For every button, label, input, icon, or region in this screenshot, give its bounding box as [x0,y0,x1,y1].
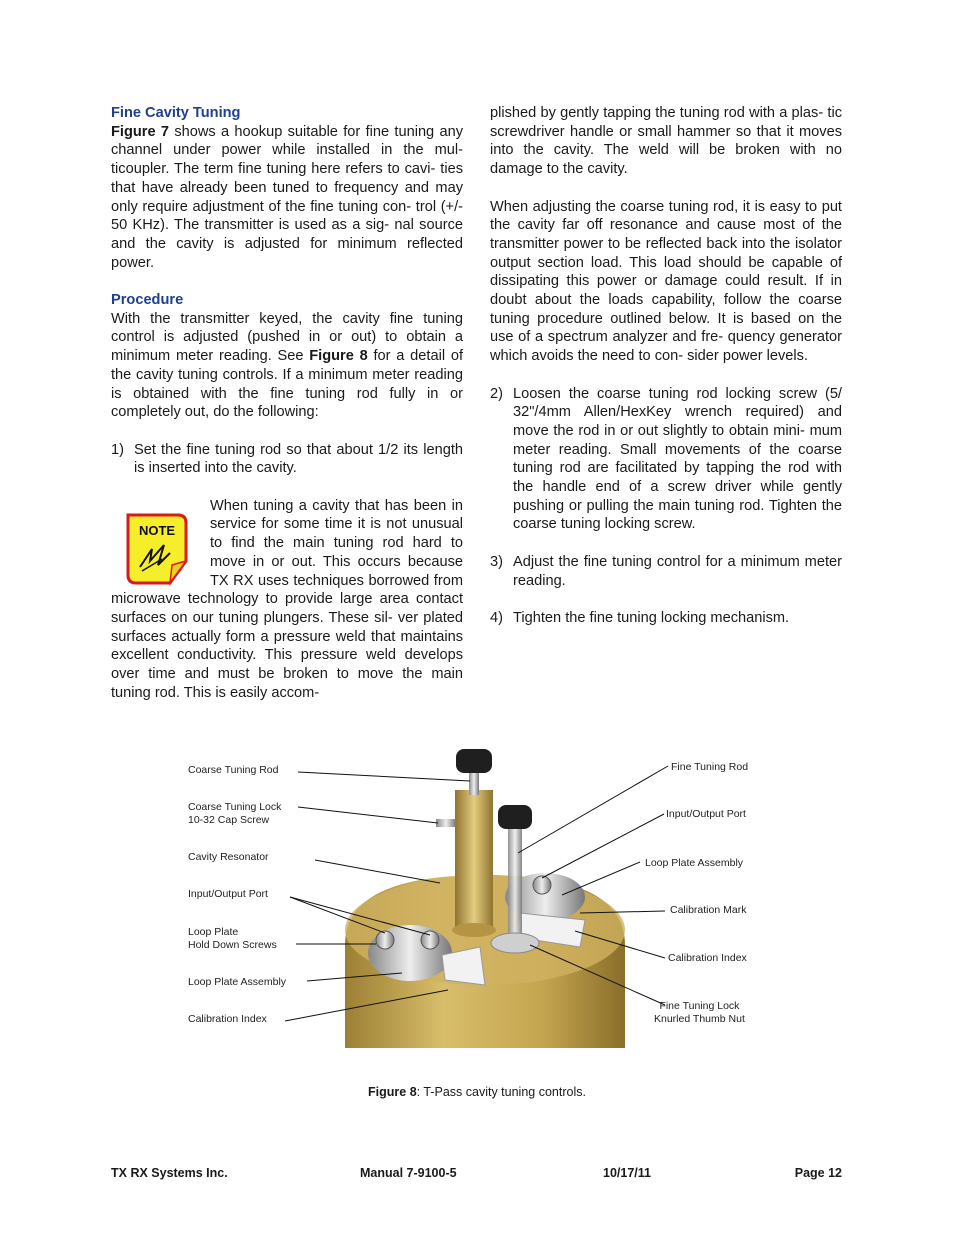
figure-8-cavity-photo [180,735,780,1055]
coarse-tube-base [452,923,496,937]
paragraph-weld-break: plished by gently tapping the tuning rod with a plas- tic screwdriver handle or small hammer so that it moves into the cavity. The weld will be broken with no damage to the cavity. [490,105,842,178]
callout-coarse-tuning-rod: Coarse Tuning Rod [188,764,279,776]
callout-calibration-mark: Calibration Mark [670,904,747,916]
callout-coarse-tuning-lock: Coarse Tuning Lock 10-32 Cap Screw [188,801,282,826]
callout-calibration-index-left: Calibration Index [188,1013,267,1025]
list-number: 1) [111,441,124,458]
figure-ref-7: Figure 7 [111,123,170,140]
footer-date: 10/17/11 [603,1166,651,1180]
list-text: Loosen the coarse tuning rod locking screw (5/ 32"/4mm Allen/HexKey wrench required) and move the rod in or out slightly to obtain mini- mum meter reading. Small movements of the coarse tuning rod are facilitated by tapping the rod with the handle end of a screw driver while gently pushing or pulling the main tuning rod. Tighten the coarse tuning locking screw. [513,385,842,533]
right-column [490,104,842,628]
coarse-rod [469,770,479,795]
left-io-port-1 [376,931,394,949]
callout-input-output-port-left: Input/Output Port [188,888,268,900]
list-item-3 [490,553,842,590]
caption-text: : T-Pass cavity tuning controls. [416,1085,586,1099]
list-number: 2) [490,385,503,402]
callout-loop-plate-assembly-left: Loop Plate Assembly [188,976,287,988]
coarse-knob [456,749,492,773]
callout-fine-tuning-rod: Fine Tuning Rod [671,761,749,773]
list-number: 4) [490,609,503,626]
list-text: Tighten the fine tuning locking mechanism. [513,609,790,626]
paragraph-text: for a detail of the cavity tuning controls. If a minimum meter reading is obtained with the fine tuning rod fully in or completely out, do the following: [111,348,463,421]
section-heading-procedure: Procedure [111,292,184,309]
list-item-4 [490,609,842,628]
callout-input-output-port-right: Input/Output Port [666,808,746,820]
figure-caption [0,1085,954,1099]
page-footer [111,1166,842,1184]
footer-manual: Manual 7-9100-5 [360,1166,457,1180]
callout-loop-plate-assembly-right: Loop Plate Assembly [645,857,744,869]
list-text: Adjust the fine tuning control for a minimum meter reading. [513,553,842,589]
list-item-1 [111,441,463,478]
coarse-lock-screw [436,819,456,827]
right-io-port [533,876,551,894]
callout-fine-tuning-lock: Fine Tuning Lock Knurled Thumb Nut [654,1000,745,1025]
fine-knob [498,805,532,829]
callout-calibration-index-right: Calibration Index [668,952,747,964]
section-heading-fine-cavity-tuning: Fine Cavity Tuning [111,105,241,121]
paragraph-text: With the transmitter keyed, the cavity fine tuning control is adjusted (pushed in or out) to obtain a minimum meter reading. See [111,310,463,365]
callout-loop-plate-screws: Loop Plate Hold Down Screws [188,926,277,951]
callout-cavity-resonator: Cavity Resonator [188,851,269,863]
footer-company: TX RX Systems Inc. [111,1166,228,1180]
note-text: When tuning a cavity that has been in service for some time it is not unusual to find the main tuning rod hard to move in or out. This occurs because TX RX uses techniques borrowed from microwave technology to provide large area contact surfaces on our tuning plungers. These sil- ver plated surfaces actually form a pressure weld that maintains excellent conductivity. This pressure weld develops over time and must be broken to move the main tuning rod. This is easily accom- [111,497,463,701]
fine-thumb-nut [491,933,539,953]
fine-rod [508,825,522,943]
footer-page: Page 12 [794,1166,842,1180]
coarse-tube [455,790,493,930]
figure-ref-8: Figure 8 [309,348,368,365]
paragraph-coarse-tuning-warning: When adjusting the coarse tuning rod, it is easy to put the cavity far off resonance and cause most of the transmitter power to be reflected back into the isolator output section load. This load should be capable of dissipating this power or damage could result. If in doubt about the loads capability, follow the coarse tuning procedure outlined below. It is based on the use of a spectrum analyzer and fre- quency generator which avoids the need to con- sider power levels. [490,198,842,365]
paragraph-fine-tuning-intro [111,123,463,273]
list-item-2 [490,385,842,535]
note-icon [122,509,192,589]
list-number: 3) [490,553,503,570]
list-text: Set the fine tuning rod so that about 1/2 its length is inserted into the cavity. [134,441,463,477]
paragraph-text: shows a hookup suitable for fine tuning any channel under power while installed in the mul- ticoupler. The term fine tuning here refers to cavi- ties that have already been tuned to frequency and may only require adjustment of the fine tuning con- trol (+/- 50 KHz). The transmitter is used as a sig- nal source and the cavity is adjusted for minimum reflected power. [111,123,464,271]
paragraph-procedure [111,310,463,422]
note-label: NOTE [138,522,176,538]
note-block [111,497,463,703]
caption-lead: Figure 8 [368,1085,417,1099]
left-column [111,104,463,702]
